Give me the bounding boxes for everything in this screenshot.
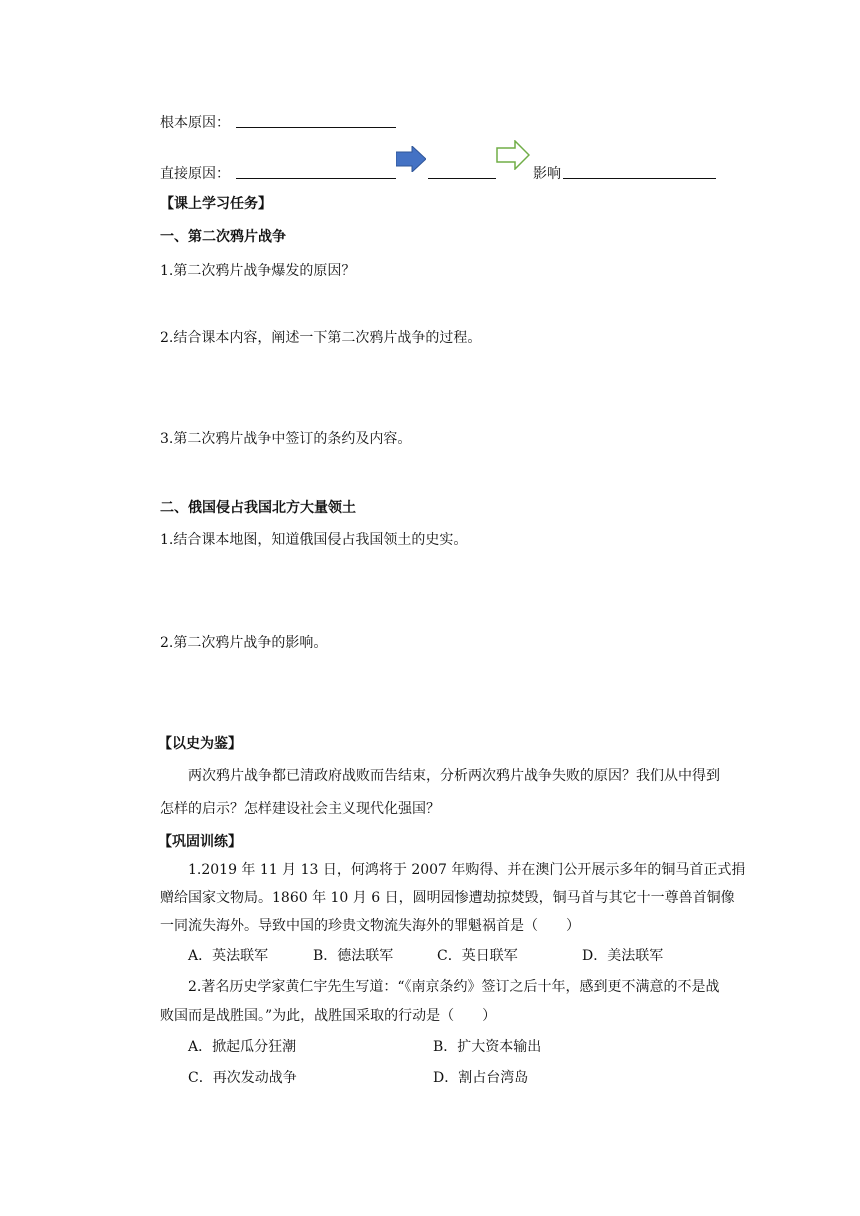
- section1-q2: 2.结合课本内容，阐述一下第二次鸦片战争的过程。: [160, 330, 482, 346]
- q1-option-c[interactable]: C．英日联军: [437, 948, 518, 964]
- q1-option-a[interactable]: A．英法联军: [188, 948, 269, 964]
- q1-option-b[interactable]: B．德法联军: [313, 948, 394, 964]
- section2-title: 二、俄国侵占我国北方大量领土: [160, 500, 356, 516]
- history-line1: 两次鸦片战争都已清政府战败而告结束，分析两次鸦片战争失败的原因？我们从中得到: [188, 768, 720, 784]
- q2-option-a[interactable]: A．掀起瓜分狂潮: [188, 1039, 297, 1055]
- q1-option-d[interactable]: D．美法联军: [582, 948, 664, 964]
- direct-cause-blank[interactable]: [236, 178, 396, 179]
- history-heading: 【以史为鉴】: [158, 736, 242, 752]
- direct-cause-label: 直接原因：: [160, 166, 230, 182]
- section2-q2: 2.第二次鸦片战争的影响。: [160, 635, 328, 651]
- history-line2: 怎样的启示？怎样建设社会主义现代化强国？: [160, 801, 440, 817]
- practice-heading: 【巩固训练】: [158, 834, 242, 850]
- q1-line3: 一同流失海外。导致中国的珍贵文物流失海外的罪魁祸首是（ ）: [160, 918, 580, 934]
- result-blank[interactable]: [428, 178, 496, 179]
- q2-option-d[interactable]: D．割占台湾岛: [433, 1070, 529, 1086]
- q2-line2: 败国而是战胜国。”为此，战胜国采取的行动是（ ）: [160, 1008, 497, 1024]
- root-cause-blank[interactable]: [236, 127, 396, 128]
- q1-line1: 1.2019 年 11 月 13 日，何鸿将于 2007 年购得、并在澳门公开展示多年的铜马首正式捐: [188, 862, 746, 878]
- blue-right-arrow-icon: [396, 146, 426, 172]
- section1-q3: 3.第二次鸦片战争中签订的条约及内容。: [160, 431, 412, 447]
- influence-label: 影响: [533, 166, 561, 182]
- section1-q1: 1.第二次鸦片战争爆发的原因？: [160, 263, 356, 279]
- q1-line2: 赠给国家文物局。1860 年 10 月 6 日，圆明园惨遭劫掠焚毁，铜马首与其它十一尊兽首铜像: [160, 890, 735, 906]
- q2-line1: 2.著名历史学家黄仁宇先生写道：“《南京条约》签订之后十年，感到更不满意的不是战: [188, 979, 720, 995]
- q2-option-b[interactable]: B．扩大资本输出: [433, 1039, 542, 1055]
- green-outline-right-arrow-icon: [496, 140, 530, 170]
- q2-option-c[interactable]: C．再次发动战争: [188, 1070, 297, 1086]
- influence-blank[interactable]: [563, 178, 716, 179]
- section2-q1: 1.结合课本地图，知道俄国侵占我国领土的史实。: [160, 532, 468, 548]
- classroom-heading: 【课上学习任务】: [160, 196, 272, 212]
- section1-title: 一、第二次鸦片战争: [160, 229, 286, 245]
- root-cause-label: 根本原因：: [160, 115, 230, 131]
